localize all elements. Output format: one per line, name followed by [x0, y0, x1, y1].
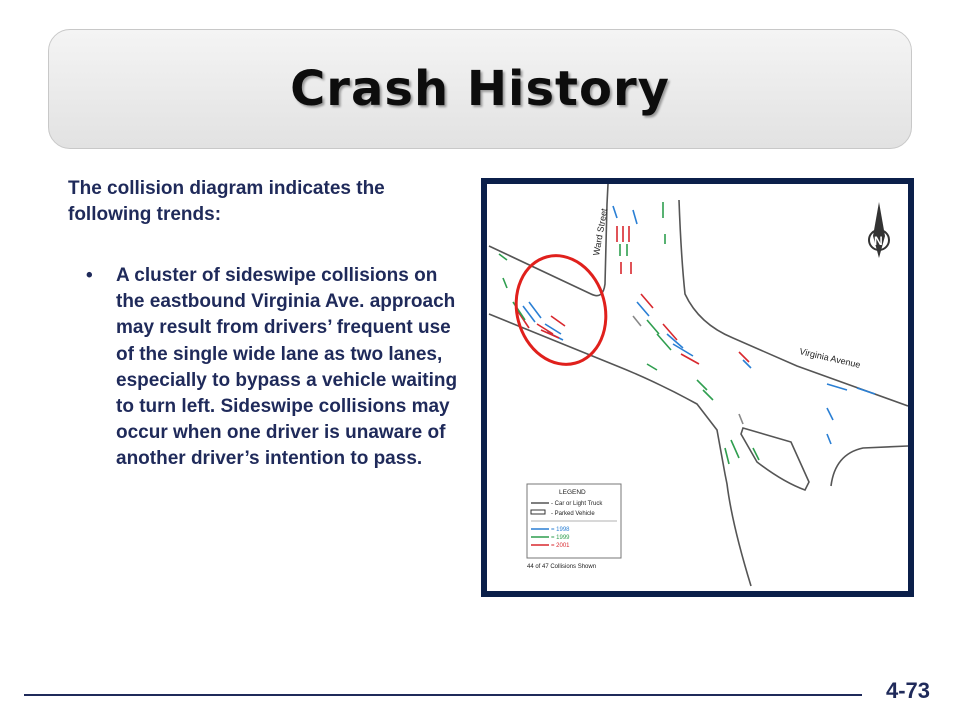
legend-year-1999: = 1999: [551, 535, 570, 541]
title-banner: [48, 29, 912, 149]
legend-title: LEGEND: [559, 489, 586, 496]
north-label: N: [874, 234, 883, 248]
page-number: 4-73: [885, 678, 930, 703]
legend-car: - Car or Light Truck: [551, 501, 603, 507]
legend-year-2001: = 2001: [551, 543, 570, 549]
legend-footer: 44 of 47 Collisions Shown: [527, 564, 597, 570]
collision-marks: [499, 202, 875, 464]
collision-diagram-svg: [487, 184, 908, 591]
legend: [527, 484, 621, 570]
slide-title: Crash History: [290, 61, 670, 117]
virginia-avenue-label: Virginia Avenue: [798, 346, 862, 370]
legend-year-1998: = 1998: [551, 527, 570, 533]
intro-text: The collision diagram indicates the following trends:: [68, 178, 385, 225]
legend-parked: - Parked Vehicle: [551, 511, 595, 517]
footer-divider: [24, 694, 862, 696]
road-edge-se: [831, 446, 908, 486]
north-arrow-icon: [869, 202, 889, 258]
ward-street-label: Ward Street: [591, 207, 610, 257]
bullet-text: A cluster of sideswipe collisions on the eastbound Virginia Ave. approach may result from drivers’ frequent use of the single wide lane as two lanes, especially to bypass a vehicle waiting to turn left. Sideswipe collisions may occur when one driver is unaware of another driver’s intention to pass.: [116, 265, 458, 470]
collision-diagram: [481, 178, 914, 597]
highlight-circle: [504, 245, 617, 374]
bullet-marker: •: [86, 265, 93, 286]
road-edge-nw: [489, 184, 608, 296]
traffic-island: [741, 428, 809, 490]
